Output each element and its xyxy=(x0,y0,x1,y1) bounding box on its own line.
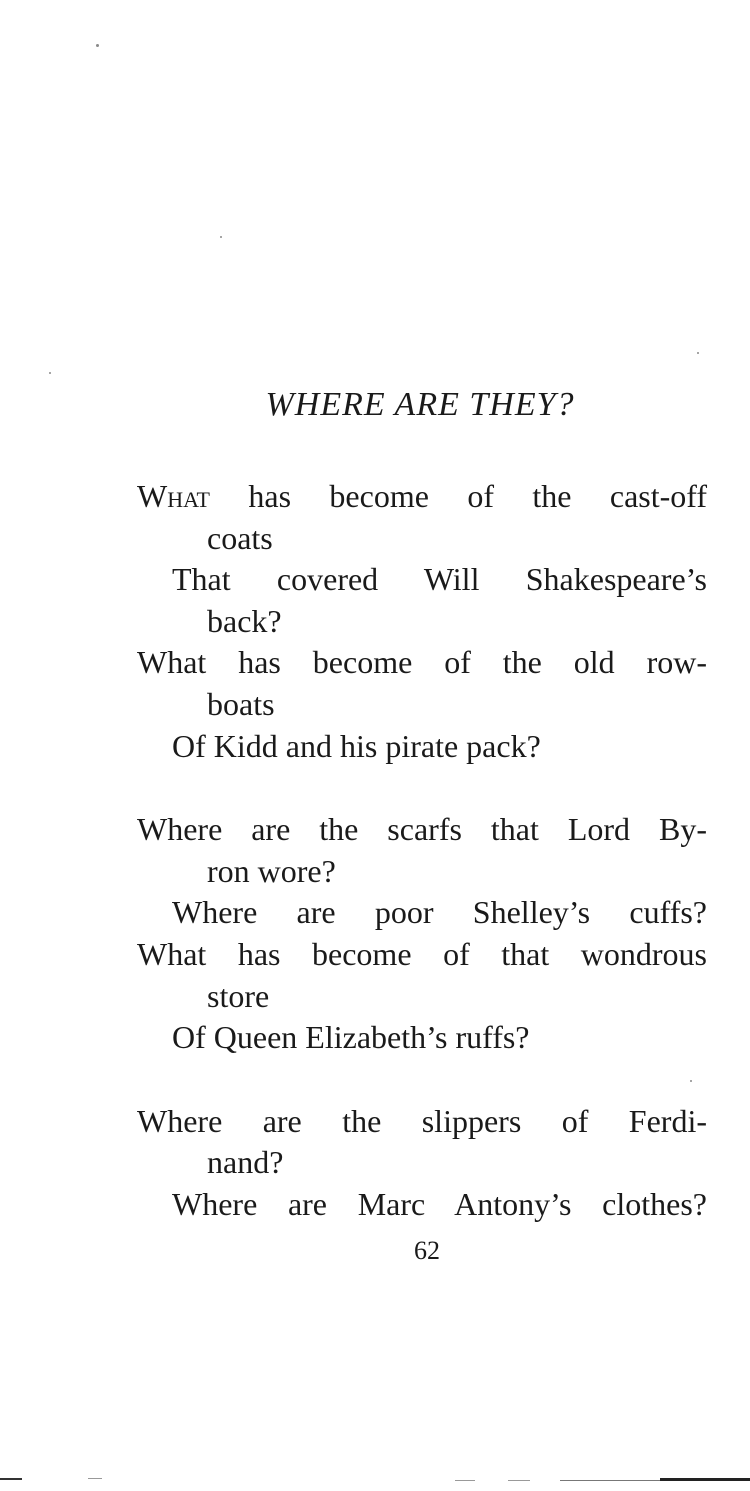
poem-line xyxy=(137,476,707,518)
stanza-gap xyxy=(137,767,712,809)
stanza xyxy=(137,809,712,1059)
scan-edge-mark xyxy=(508,1480,530,1481)
page-number: 62 xyxy=(414,1236,440,1265)
poem-line: Where are the slippers of Ferdi- xyxy=(137,1102,707,1139)
scan-edge-mark xyxy=(455,1480,475,1481)
poem-line: Where are poor Shelley’s cuffs? xyxy=(172,894,707,931)
poem-line: boats xyxy=(207,685,275,722)
poem-line: back? xyxy=(207,602,282,639)
scan-edge-mark xyxy=(0,1478,22,1480)
scan-speck xyxy=(697,352,699,354)
scan-speck xyxy=(220,236,222,238)
scan-edge-mark xyxy=(660,1478,750,1481)
poem-title: WHERE ARE THEY? xyxy=(265,386,575,423)
scan-edge-mark xyxy=(560,1480,660,1481)
poem-line: ron wore? xyxy=(207,852,336,889)
poem-line: nand? xyxy=(207,1144,284,1181)
poem-line: store xyxy=(207,977,270,1014)
line-text: has become of the cast-off xyxy=(209,478,707,514)
poem-line: Of Queen Elizabeth’s ruffs? xyxy=(172,1019,530,1056)
scan-speck xyxy=(690,1080,692,1082)
stanza xyxy=(137,1101,712,1226)
poem-line: Where are Marc Antony’s clothes? xyxy=(172,1185,707,1222)
poem-line: What has become of the old row- xyxy=(137,644,707,681)
poem-line: Where are the scarfs that Lord By- xyxy=(137,811,707,848)
small-caps-lead: What xyxy=(137,478,210,514)
stanza xyxy=(137,476,712,767)
stanza-gap xyxy=(137,1059,712,1101)
poem-line: coats xyxy=(207,519,273,556)
scan-speck xyxy=(96,44,99,47)
scan-edge-mark xyxy=(88,1478,102,1479)
poem-line: What has become of that wondrous xyxy=(137,935,707,972)
poem-line: Of Kidd and his pirate pack? xyxy=(172,727,541,764)
poem-body xyxy=(137,476,712,1226)
scan-speck xyxy=(49,372,51,374)
poem-line: That covered Will Shakespeare’s xyxy=(172,561,707,598)
